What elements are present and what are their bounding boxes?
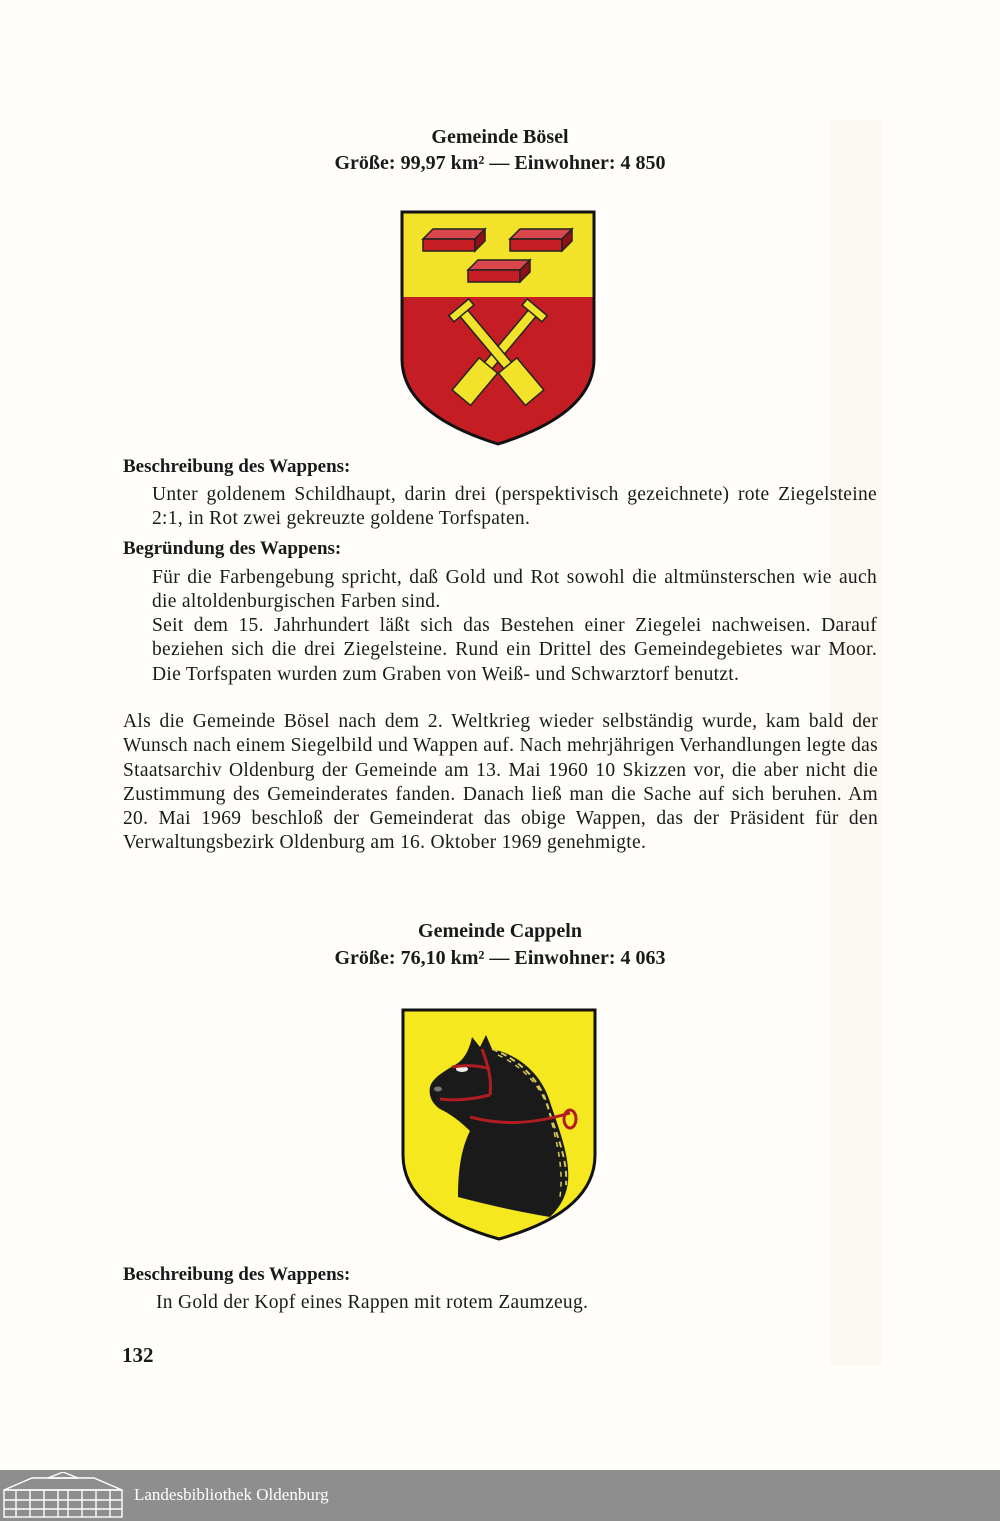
library-building-logo-icon: [2, 1472, 124, 1519]
footer-library-name: Landesbibliothek Oldenburg: [134, 1485, 329, 1504]
boesel-beschreibung-text: Unter goldenem Schildhaupt, darin drei (perspektivisch gezeichnete) rote Ziegelsteine 2:1, in Rot zwei gekreuzte goldene Torfspaten.: [152, 484, 877, 530]
brick-right: [510, 229, 572, 251]
boesel-beschreibung-label: Beschreibung des Wappens:: [123, 456, 351, 477]
cappeln-beschreibung-label: Beschreibung des Wappens:: [123, 1264, 351, 1285]
boesel-begruendung-paragraph-2: Seit dem 15. Jahrhundert läßt sich das Bestehen einer Ziegelei nachweisen. Darauf beziehen sich die drei Ziegelsteine. Rund ein Drittel des Gemeindegebietes war Moor. Die Torfspaten wurden zum Graben von Weiß- und Schwarztorf benutzt.: [152, 615, 877, 685]
boesel-history-text: Als die Gemeinde Bösel nach dem 2. Weltkrieg wieder selbständig wurde, kam bald der Wunsch nach einem Siegelbild und Wappen auf. Nach mehrjährigen Verhandlungen legte das Staatsarchiv Oldenburg der Gemeinde am 13. Mai 1960 10 Skizzen vor, die aber nicht die Zustimmung des Gemeinderates fanden. Danach ließ man die Sache auf sich beruhen. Am 20. Mai 1969 beschloß der Gemeinderat das obige Wappen, das der Präsident für den Verwaltungsbezirk Oldenburg am 16. Oktober 1969 genehmigte.: [123, 711, 878, 854]
shield-base-red: [402, 297, 594, 444]
boesel-stats: Größe: 99,97 km² — Einwohner: 4 850: [334, 152, 666, 174]
cappeln-coat-of-arms: [400, 1007, 598, 1243]
boesel-begruendung-label: Begründung des Wappens:: [123, 538, 342, 559]
page-number: 132: [122, 1343, 154, 1367]
brick-left: [423, 229, 485, 251]
boesel-coat-of-arms: [399, 209, 597, 447]
cappeln-stats: Größe: 76,10 km² — Einwohner: 4 063: [334, 947, 666, 969]
boesel-begruendung-paragraph-1: Für die Farbengebung spricht, daß Gold und Rot sowohl die altmünsterschen wie auch die altoldenburgischen Farben sind.: [152, 567, 877, 613]
cappeln-beschreibung-text: In Gold der Kopf eines Rappen mit rotem Zaumzeug.: [156, 1292, 589, 1313]
boesel-title: Gemeinde Bösel: [431, 126, 569, 148]
shield-chief-gold: [402, 212, 594, 297]
cappeln-title: Gemeinde Cappeln: [418, 920, 582, 942]
brick-bottom: [468, 260, 530, 282]
library-footer-bar: [0, 1470, 1000, 1521]
